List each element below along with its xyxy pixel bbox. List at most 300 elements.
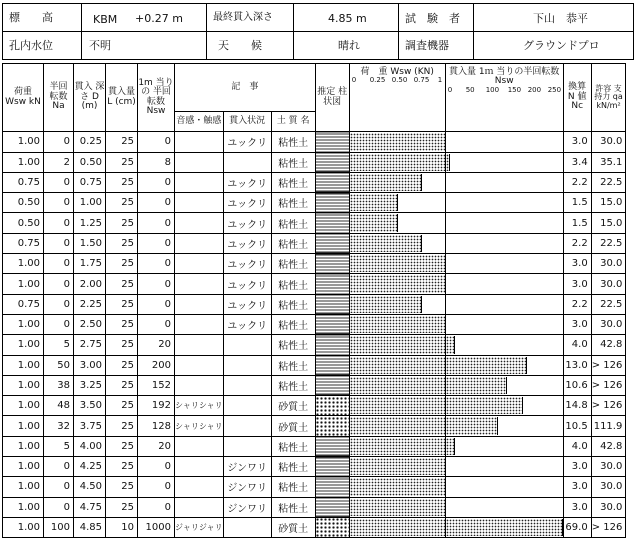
- water-level-value: 不明: [89, 39, 111, 52]
- table-row: [3, 375, 626, 395]
- penetration-cell: 25: [106, 497, 138, 517]
- penetration-cell: 25: [106, 457, 138, 477]
- penetration-cell: 25: [106, 477, 138, 497]
- load-bar: [350, 133, 446, 150]
- load-cell: 1.00: [3, 132, 44, 152]
- load-bar: [350, 194, 399, 211]
- nsw-cell: 200: [138, 355, 175, 375]
- column-log-cell: [315, 152, 349, 172]
- nc-cell: 2.2: [563, 233, 591, 253]
- qa-cell: 35.1: [591, 152, 626, 172]
- nsw-bar: [446, 519, 563, 536]
- soil-cell: 粘性土: [271, 132, 315, 152]
- col-column-log: 推定 柱状図: [315, 64, 349, 132]
- penetration-cell: 25: [106, 193, 138, 213]
- state-cell: [223, 355, 271, 375]
- column-log-cell: [315, 335, 349, 355]
- depth-cell: 3.50: [74, 396, 106, 416]
- nsw-bar-cell: [445, 477, 563, 497]
- load-bar: [350, 458, 446, 475]
- sound-cell: [175, 497, 224, 517]
- state-cell: [223, 152, 271, 172]
- penetration-cell: 25: [106, 132, 138, 152]
- penetration-cell: 25: [106, 416, 138, 436]
- nsw-cell: 1000: [138, 517, 175, 537]
- load-cell: 1.00: [3, 497, 44, 517]
- nsw-cell: 192: [138, 396, 175, 416]
- weather-label: 天 候: [218, 39, 262, 52]
- nc-cell: 3.0: [563, 497, 591, 517]
- table-row: [3, 193, 626, 213]
- depth-cell: 1.75: [74, 254, 106, 274]
- load-bar-cell: [349, 436, 445, 456]
- soil-cell: 粘性土: [271, 233, 315, 253]
- depth-cell: 2.25: [74, 294, 106, 314]
- half-turns-cell: 0: [44, 254, 74, 274]
- qa-cell: 111.9: [591, 416, 626, 436]
- state-cell: ユックリ: [223, 233, 271, 253]
- load-bar-cell: [349, 132, 445, 152]
- table-row: [3, 254, 626, 274]
- table-row: [3, 517, 626, 537]
- load-bar-cell: [349, 355, 445, 375]
- table-row: [3, 294, 626, 314]
- kbm-label: KBM: [93, 13, 118, 26]
- sound-cell: [175, 314, 224, 334]
- depth-cell: 3.00: [74, 355, 106, 375]
- kbm-value: +0.27 m: [135, 12, 183, 25]
- sound-cell: [175, 152, 224, 172]
- soil-cell: 粘性土: [271, 335, 315, 355]
- penetration-cell: 25: [106, 213, 138, 233]
- nsw-cell: 20: [138, 436, 175, 456]
- col-notes: 記 事: [175, 64, 316, 112]
- state-cell: ジンワリ: [223, 457, 271, 477]
- half-turns-cell: 2: [44, 152, 74, 172]
- sound-cell: [175, 375, 224, 395]
- soil-cell: 粘性土: [271, 152, 315, 172]
- load-bar: [350, 316, 446, 333]
- state-cell: ユックリ: [223, 254, 271, 274]
- load-bar-cell: [349, 335, 445, 355]
- load-bar: [350, 357, 446, 374]
- nsw-cell: 8: [138, 152, 175, 172]
- column-log-cell: [315, 497, 349, 517]
- half-turns-cell: 48: [44, 396, 74, 416]
- equipment-value: グラウンドプロ: [523, 39, 600, 52]
- load-cell: 0.75: [3, 233, 44, 253]
- nc-cell: 3.0: [563, 477, 591, 497]
- qa-cell: > 126: [591, 375, 626, 395]
- half-turns-cell: 0: [44, 274, 74, 294]
- load-bar-cell: [349, 314, 445, 334]
- sound-cell: [175, 254, 224, 274]
- half-turns-cell: 0: [44, 193, 74, 213]
- qa-cell: 22.5: [591, 294, 626, 314]
- nsw-bar-cell: [445, 517, 563, 537]
- half-turns-cell: 32: [44, 416, 74, 436]
- qa-cell: 15.0: [591, 193, 626, 213]
- penetration-cell: 25: [106, 396, 138, 416]
- load-cell: 1.00: [3, 152, 44, 172]
- half-turns-cell: 0: [44, 233, 74, 253]
- penetration-cell: 25: [106, 335, 138, 355]
- state-cell: ユックリ: [223, 193, 271, 213]
- column-log-cell: [315, 457, 349, 477]
- penetration-cell: 25: [106, 233, 138, 253]
- qa-cell: > 126: [591, 355, 626, 375]
- tester-label: 試 験 者: [405, 12, 460, 25]
- col-nc: 換算 N 値 Nc: [563, 64, 591, 132]
- nsw-bar-cell: [445, 213, 563, 233]
- nsw-cell: 0: [138, 497, 175, 517]
- nc-cell: 1.5: [563, 213, 591, 233]
- depth-cell: 4.00: [74, 436, 106, 456]
- state-cell: ユックリ: [223, 213, 271, 233]
- sound-cell: [175, 274, 224, 294]
- nsw-graph-title: 貫入量 1ｍ 当りの半回転数 Nsw: [448, 67, 560, 87]
- column-log-cell: [315, 477, 349, 497]
- table-row: [3, 497, 626, 517]
- state-cell: [223, 335, 271, 355]
- depth-cell: 1.00: [74, 193, 106, 213]
- sound-cell: [175, 477, 224, 497]
- qa-cell: 22.5: [591, 233, 626, 253]
- load-bar-cell: [349, 213, 445, 233]
- half-turns-cell: 0: [44, 477, 74, 497]
- qa-cell: 30.0: [591, 254, 626, 274]
- nc-cell: 4.0: [563, 335, 591, 355]
- half-turns-cell: 0: [44, 132, 74, 152]
- half-turns-cell: 0: [44, 314, 74, 334]
- nsw-cell: 0: [138, 193, 175, 213]
- nsw-bar-cell: [445, 254, 563, 274]
- qa-cell: 15.0: [591, 213, 626, 233]
- load-axis: [350, 77, 445, 87]
- soil-cell: 砂質土: [271, 517, 315, 537]
- nsw-cell: 0: [138, 254, 175, 274]
- water-level-label: 孔内水位: [9, 39, 53, 52]
- state-cell: [223, 517, 271, 537]
- table-row: [3, 213, 626, 233]
- load-cell: 1.00: [3, 335, 44, 355]
- table-row: [3, 233, 626, 253]
- nc-cell: 10.6: [563, 375, 591, 395]
- nc-cell: 13.0: [563, 355, 591, 375]
- nsw-bar: [446, 417, 498, 434]
- soil-cell: 砂質土: [271, 416, 315, 436]
- soil-cell: 粘性土: [271, 457, 315, 477]
- sound-cell: [175, 294, 224, 314]
- depth-cell: 0.75: [74, 172, 106, 192]
- column-log-cell: [315, 193, 349, 213]
- nsw-axis: [446, 87, 563, 97]
- sound-cell: [175, 193, 224, 213]
- col-state: 貫入状況: [223, 112, 271, 132]
- state-cell: ジンワリ: [223, 477, 271, 497]
- qa-cell: 30.0: [591, 477, 626, 497]
- load-bar-cell: [349, 172, 445, 192]
- nc-cell: 3.4: [563, 152, 591, 172]
- table-row: [3, 355, 626, 375]
- state-cell: [223, 396, 271, 416]
- soil-cell: 粘性土: [271, 436, 315, 456]
- sounding-table: [2, 63, 626, 538]
- load-bar-cell: [349, 233, 445, 253]
- col-nsw: 1m 当りの 半回転数 Nsw: [138, 64, 175, 132]
- column-log-cell: [315, 254, 349, 274]
- nc-cell: 3.0: [563, 132, 591, 152]
- depth-cell: 4.25: [74, 457, 106, 477]
- load-bar: [350, 478, 446, 495]
- depth-cell: 1.50: [74, 233, 106, 253]
- depth-cell: 4.85: [74, 517, 106, 537]
- nsw-cell: 20: [138, 335, 175, 355]
- nsw-cell: 0: [138, 213, 175, 233]
- table-row: [3, 416, 626, 436]
- col-soil: 土 質 名: [271, 112, 315, 132]
- load-bar: [350, 154, 446, 171]
- soil-cell: 砂質土: [271, 396, 315, 416]
- table-row: [3, 314, 626, 334]
- nsw-cell: 0: [138, 172, 175, 192]
- sound-cell: [175, 457, 224, 477]
- load-bar-cell: [349, 152, 445, 172]
- table-row: [3, 457, 626, 477]
- nc-cell: 3.0: [563, 457, 591, 477]
- col-sound: 音感・触感: [175, 112, 224, 132]
- penetration-cell: 25: [106, 294, 138, 314]
- nsw-bar-cell: [445, 497, 563, 517]
- sound-cell: [175, 172, 224, 192]
- soil-cell: 粘性土: [271, 355, 315, 375]
- nsw-bar-cell: [445, 132, 563, 152]
- load-bar-cell: [349, 274, 445, 294]
- nsw-bar-cell: [445, 335, 563, 355]
- penetration-cell: 25: [106, 172, 138, 192]
- load-cell: 1.00: [3, 314, 44, 334]
- penetration-cell: 25: [106, 355, 138, 375]
- state-cell: ユックリ: [223, 172, 271, 192]
- half-turns-cell: 38: [44, 375, 74, 395]
- nsw-bar-cell: [445, 355, 563, 375]
- depth-cell: 1.25: [74, 213, 106, 233]
- nc-cell: 1.5: [563, 193, 591, 213]
- load-bar: [350, 397, 446, 414]
- nsw-bar-cell: [445, 457, 563, 477]
- qa-cell: 22.5: [591, 172, 626, 192]
- load-bar-cell: [349, 396, 445, 416]
- depth-cell: 2.75: [74, 335, 106, 355]
- load-cell: 1.00: [3, 396, 44, 416]
- nsw-bar-cell: [445, 193, 563, 213]
- depth-cell: 3.75: [74, 416, 106, 436]
- nsw-cell: 0: [138, 314, 175, 334]
- column-log-cell: [315, 436, 349, 456]
- column-log-cell: [315, 314, 349, 334]
- penetration-cell: 25: [106, 436, 138, 456]
- load-cell: 0.75: [3, 172, 44, 192]
- nsw-bar-cell: [445, 416, 563, 436]
- depth-cell: 4.50: [74, 477, 106, 497]
- column-log-cell: [315, 517, 349, 537]
- nsw-bar-cell: [445, 436, 563, 456]
- depth-cell: 0.50: [74, 152, 106, 172]
- load-graph-title: 荷 重 Wsw (KN): [360, 67, 434, 77]
- nsw-tick: 0: [447, 85, 453, 94]
- nsw-bar-cell: [445, 375, 563, 395]
- nsw-cell: 0: [138, 274, 175, 294]
- half-turns-cell: 50: [44, 355, 74, 375]
- table-row: [3, 396, 626, 416]
- load-bar-cell: [349, 294, 445, 314]
- load-bar-cell: [349, 254, 445, 274]
- sound-cell: [175, 436, 224, 456]
- nsw-tick: 50: [465, 85, 475, 94]
- column-log-cell: [315, 294, 349, 314]
- col-load-graph: [349, 64, 445, 132]
- qa-cell: 30.0: [591, 274, 626, 294]
- qa-cell: 30.0: [591, 314, 626, 334]
- nsw-cell: 0: [138, 457, 175, 477]
- table-row: [3, 477, 626, 497]
- load-cell: 0.50: [3, 213, 44, 233]
- state-cell: [223, 416, 271, 436]
- nsw-bar-cell: [445, 233, 563, 253]
- load-bar: [350, 336, 446, 353]
- penetration-cell: 25: [106, 314, 138, 334]
- soil-cell: 粘性土: [271, 497, 315, 517]
- nsw-cell: 0: [138, 477, 175, 497]
- penetration-cell: 25: [106, 254, 138, 274]
- soil-cell: 粘性土: [271, 294, 315, 314]
- load-tick: 1: [437, 76, 443, 85]
- nsw-tick: 100: [485, 85, 500, 94]
- col-depth: 貫入 深さ D (m): [74, 64, 106, 132]
- depth-cell: 2.00: [74, 274, 106, 294]
- half-turns-cell: 5: [44, 335, 74, 355]
- load-bar-cell: [349, 375, 445, 395]
- nsw-tick: 250: [547, 85, 562, 94]
- table-row: [3, 436, 626, 456]
- column-log-cell: [315, 355, 349, 375]
- load-bar-cell: [349, 193, 445, 213]
- column-log-cell: [315, 375, 349, 395]
- load-cell: 1.00: [3, 416, 44, 436]
- elevation-label: 標 高: [9, 11, 53, 24]
- load-tick: 0.25: [369, 76, 386, 85]
- load-bar: [350, 235, 422, 252]
- half-turns-cell: 5: [44, 436, 74, 456]
- data-rows: [3, 132, 626, 538]
- soil-cell: 粘性土: [271, 375, 315, 395]
- sounding-sheet: [2, 3, 634, 536]
- half-turns-cell: 0: [44, 457, 74, 477]
- depth-cell: 0.25: [74, 132, 106, 152]
- state-cell: ユックリ: [223, 294, 271, 314]
- load-bar: [350, 438, 446, 455]
- nsw-bar-cell: [445, 294, 563, 314]
- depth-cell: 2.50: [74, 314, 106, 334]
- col-qa: 許容 支持力 qa kN/m²: [591, 64, 626, 132]
- state-cell: ユックリ: [223, 274, 271, 294]
- col-penetration: 貫入量 L (cm): [106, 64, 138, 132]
- load-bar: [350, 296, 422, 313]
- half-turns-cell: 0: [44, 213, 74, 233]
- depth-cell: 4.75: [74, 497, 106, 517]
- load-cell: 0.50: [3, 193, 44, 213]
- nsw-bar: [446, 154, 450, 171]
- load-bar-cell: [349, 517, 445, 537]
- nc-cell: 2.2: [563, 172, 591, 192]
- load-bar: [350, 417, 446, 434]
- load-tick: 0.50: [391, 76, 408, 85]
- load-bar: [350, 519, 446, 536]
- nsw-bar: [446, 438, 455, 455]
- qa-cell: 42.8: [591, 335, 626, 355]
- penetration-cell: 25: [106, 375, 138, 395]
- final-depth-value: 4.85 m: [328, 12, 367, 25]
- nsw-cell: 128: [138, 416, 175, 436]
- soil-cell: 粘性土: [271, 274, 315, 294]
- column-log-cell: [315, 396, 349, 416]
- nsw-cell: 152: [138, 375, 175, 395]
- load-cell: 0.75: [3, 294, 44, 314]
- load-bar-cell: [349, 416, 445, 436]
- half-turns-cell: 0: [44, 172, 74, 192]
- nsw-bar-cell: [445, 396, 563, 416]
- qa-cell: > 126: [591, 396, 626, 416]
- penetration-cell: 10: [106, 517, 138, 537]
- load-cell: 1.00: [3, 436, 44, 456]
- nsw-cell: 0: [138, 233, 175, 253]
- load-tick: 0.75: [413, 76, 430, 85]
- load-cell: 1.00: [3, 375, 44, 395]
- load-bar: [350, 377, 446, 394]
- table-row: [3, 172, 626, 192]
- soil-cell: 粘性土: [271, 254, 315, 274]
- nsw-bar-cell: [445, 274, 563, 294]
- half-turns-cell: 0: [44, 294, 74, 314]
- qa-cell: 42.8: [591, 436, 626, 456]
- load-bar: [350, 499, 446, 516]
- nsw-bar-cell: [445, 314, 563, 334]
- nsw-cell: 0: [138, 132, 175, 152]
- sound-cell: [175, 233, 224, 253]
- sound-cell: [175, 213, 224, 233]
- soil-cell: 粘性土: [271, 314, 315, 334]
- nsw-tick: 150: [507, 85, 522, 94]
- soil-cell: 粘性土: [271, 193, 315, 213]
- qa-cell: > 126: [591, 517, 626, 537]
- table-row: [3, 335, 626, 355]
- column-log-cell: [315, 132, 349, 152]
- nc-cell: 10.5: [563, 416, 591, 436]
- state-cell: ユックリ: [223, 314, 271, 334]
- tester-value: 下山 恭平: [533, 12, 588, 25]
- load-bar: [350, 255, 446, 272]
- sound-cell: [175, 335, 224, 355]
- state-cell: [223, 436, 271, 456]
- qa-cell: 30.0: [591, 457, 626, 477]
- state-cell: ユックリ: [223, 132, 271, 152]
- header-block: [2, 3, 634, 60]
- sound-cell: シャリシャリ: [175, 416, 224, 436]
- column-log-cell: [315, 213, 349, 233]
- load-bar: [350, 275, 446, 292]
- load-cell: 1.00: [3, 517, 44, 537]
- sound-cell: [175, 355, 224, 375]
